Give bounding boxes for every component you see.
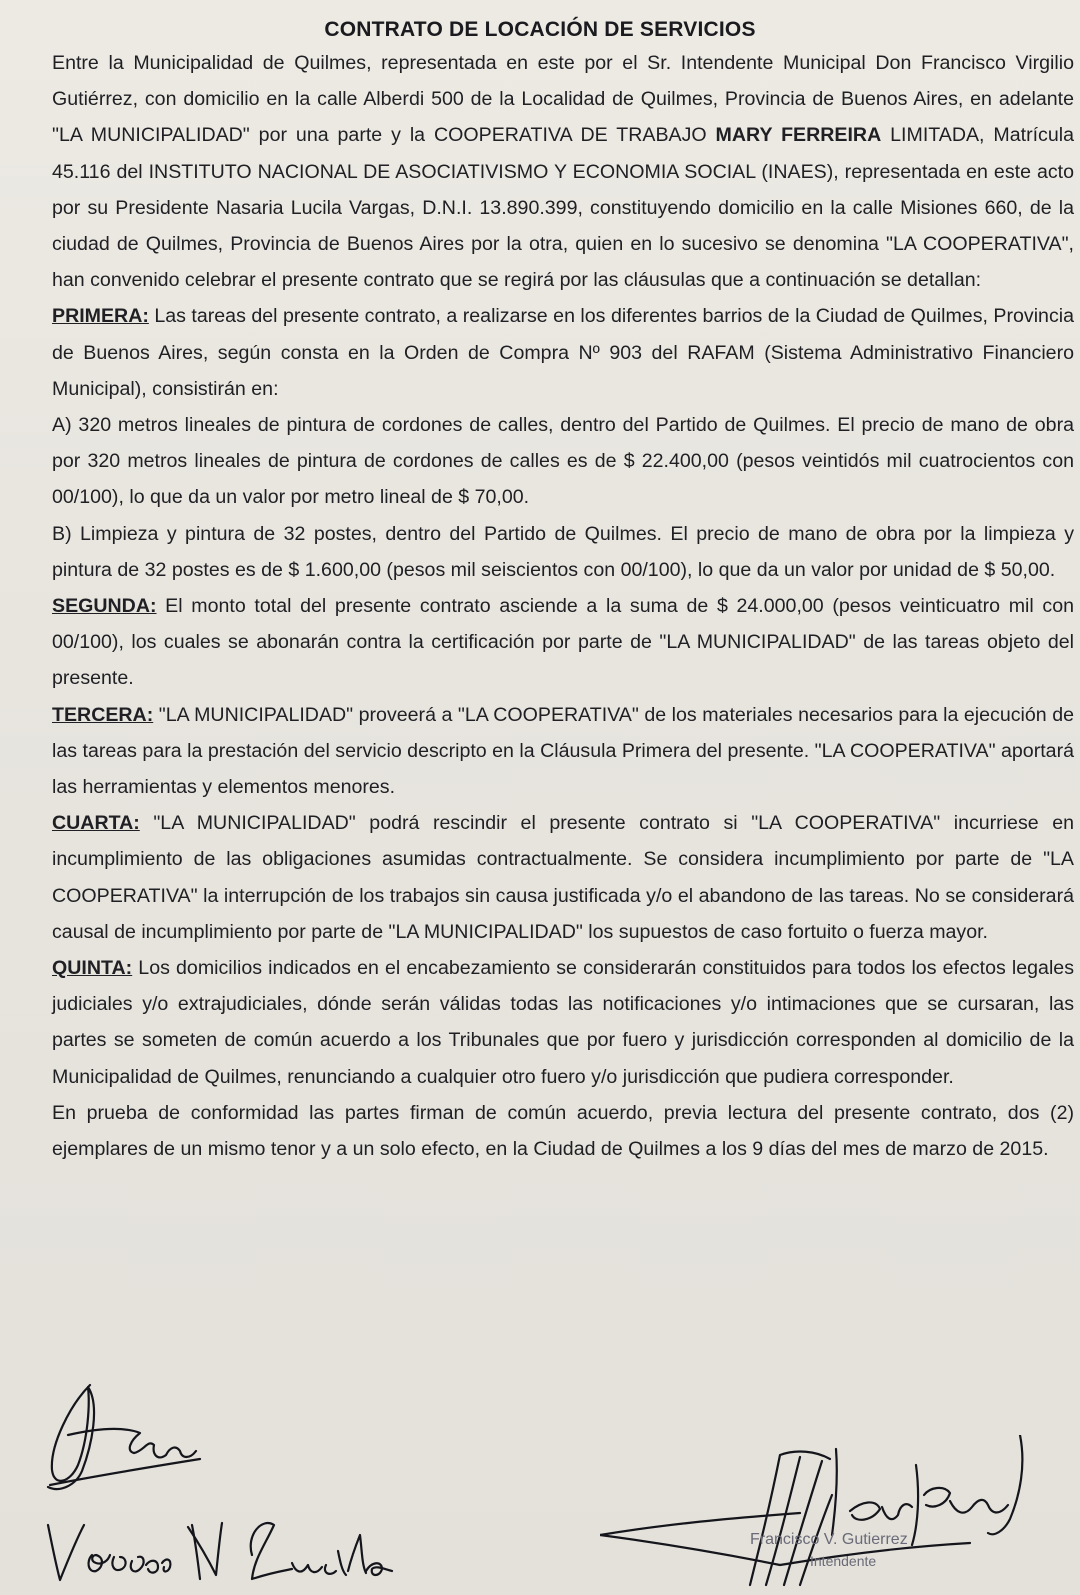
clause-segunda bbox=[52, 588, 1074, 697]
cooperative-name-bold: MARY FERREIRA bbox=[715, 124, 882, 147]
clause-quinta bbox=[52, 950, 1074, 1095]
signature-vargas-drawing bbox=[30, 1375, 430, 1595]
clause-tercera bbox=[52, 697, 1074, 806]
intro-text-part1: Entre la Municipalidad de Quilmes, representada en este por el Sr. Intendente Municipal Don Francisco Virgilio Gutiérrez, con domicilio en la calle Alberdi 500 de la Localidad de Quilmes, Provincia de Buenos Aires, en adelante "LA MUNICIPALIDAD" por una parte y la COOPERATIVA DE TRABAJO bbox=[52, 52, 1074, 147]
signature-gutierrez-drawing bbox=[600, 1435, 1070, 1595]
signature-vargas bbox=[30, 1375, 430, 1595]
clause-quinta-heading: QUINTA: bbox=[52, 957, 133, 980]
clause-segunda-heading: SEGUNDA: bbox=[52, 595, 157, 618]
clause-tercera-text: "LA MUNICIPALIDAD" proveerá a "LA COOPERATIVA" de los materiales necesarios para la ejecución de las tareas para la prestación del servicio descripto en la Cláusula Primera del presente. "LA COOPERATIVA" aportará las herramientas y elementos menores. bbox=[52, 703, 1074, 799]
clause-segunda-text: El monto total del presente contrato asciende a la suma de $ 24.000,00 (pesos veinticuatro mil con 00/100), los cuales se abonarán contra la certificación por parte de "LA MUNICIPALIDAD" de las tareas objeto del presente. bbox=[52, 595, 1074, 690]
clause-cuarta-text: "LA MUNICIPALIDAD" podrá rescindir el presente contrato si "LA COOPERATIVA" incurriese en incumplimiento de las obligaciones asumidas contractualmente. Se considera incumplimiento por parte de "LA COOPERATIVA" la interrupción de los trabajos sin causa justificada y/o el abandono de las tareas. No se considerará causal de incumplimiento por parte de "LA MUNICIPALIDAD" los supuestos de caso fortuito o fuerza mayor. bbox=[52, 812, 1074, 943]
clause-cuarta-heading: CUARTA: bbox=[52, 812, 140, 835]
contract-body bbox=[52, 45, 1074, 1167]
clause-primera-item-b: B) Limpieza y pintura de 32 postes, dentro del Partido de Quilmes. El precio de mano de obra por la limpieza y pintura de 32 postes es de $ 1.600,00 (pesos mil seiscientos con 00/100), lo que da un valor por unidad de $ 50,00. bbox=[52, 522, 1074, 581]
clause-cuarta bbox=[52, 805, 1074, 950]
clause-primera-text: Las tareas del presente contrato, a realizarse en los diferentes barrios de la Ciudad de Quilmes, Provincia de Buenos Aires, según consta en la Orden de Compra Nº 903 del RAFAM (Sistema Administrativo Financiero Municipal), consistirán en: bbox=[52, 305, 1074, 400]
clause-primera-item-a: A) 320 metros lineales de pintura de cordones de calles, dentro del Partido de Quilmes. El precio de mano de obra por 320 metros lineales de pintura de cordones de calles es de $ 22.400,00 (pesos veintidós mil cuatrocientos con 00/100), lo que da un valor por metro lineal de $ 70,00. bbox=[52, 414, 1074, 509]
clause-quinta-text: Los domicilios indicados en el encabezamiento se considerarán constituidos para todos los efectos legales judiciales y/o extrajudiciales, dónde serán válidas todas las notificaciones y/o intimaciones que se cursaran, las partes se someten de común acuerdo a los Tribunales que por fuero y jurisdicción corresponden al domicilio de la Municipalidad de Quilmes, renunciando a cualquier otro fuero y/o jurisdicción que pudiera corresponder. bbox=[52, 957, 1074, 1088]
document-title: CONTRATO DE LOCACIÓN DE SERVICIOS bbox=[324, 18, 756, 41]
intro-text-part2: LIMITADA, Matrícula 45.116 del INSTITUTO NACIONAL DE ASOCIATIVISMO Y ECONOMIA SOCIAL (INAES), representada en este acto por su Presidente Nasaria Lucila Vargas, D.N.I. 13.890.399, constituyendo domicilio en la calle Misiones 660, de la ciudad de Quilmes, Provincia de Buenos Aires por la otra, quien en lo sucesivo se denomina "LA COOPERATIVA", han convenido celebrar el presente contrato que se regirá por las cláusulas que a continuación se detallan: bbox=[52, 124, 1075, 292]
clause-tercera-heading: TERCERA: bbox=[52, 703, 154, 726]
stamp-title: Intendente bbox=[810, 1553, 877, 1569]
signature-gutierrez bbox=[600, 1435, 1070, 1595]
clause-primera-heading: PRIMERA: bbox=[52, 305, 149, 328]
stamp-name: Francisco V. Gutierrez bbox=[750, 1531, 908, 1548]
closing-paragraph: En prueba de conformidad las partes firman de común acuerdo, previa lectura del presente contrato, dos (2) ejemplares de un mismo tenor y a un solo efecto, en la Ciudad de Quilmes a los 9 días del mes de marzo de 2015. bbox=[52, 1101, 1074, 1161]
signature-area bbox=[0, 1375, 1080, 1595]
clause-primera bbox=[52, 298, 1074, 407]
intro-paragraph bbox=[52, 45, 1074, 298]
